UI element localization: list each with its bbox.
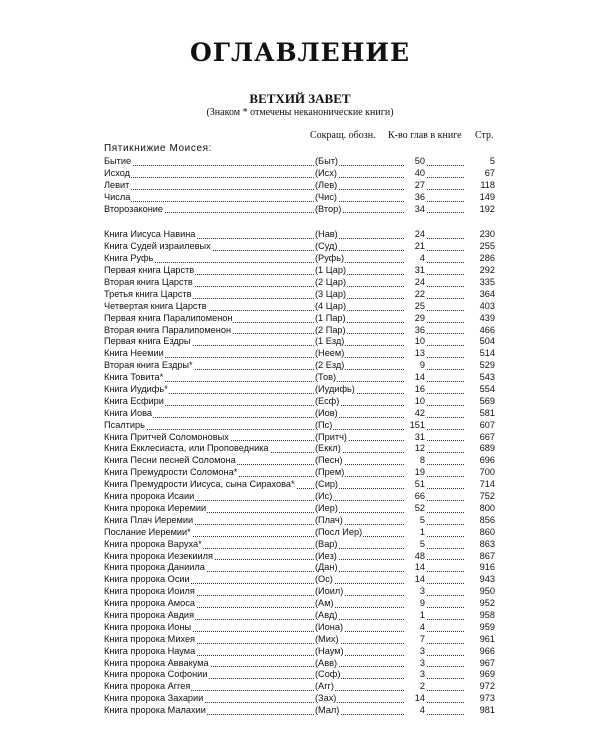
page-number: 958 (464, 610, 495, 622)
chapter-count: 10 (404, 336, 426, 348)
page-number: 689 (464, 443, 495, 455)
book-abbreviation: (Тов) (315, 372, 337, 383)
book-name: Книга пророка Варуха* (104, 538, 202, 549)
book-abbreviation: (Агг) (315, 681, 334, 692)
book-name: Книга Иисуса Навина (104, 229, 196, 240)
page-number: 581 (464, 408, 495, 420)
chapter-count: 1 (404, 610, 426, 622)
book-name: Книга пророка Даниила (104, 562, 205, 573)
book-abbreviation: (3 Цар) (315, 288, 346, 299)
chapter-count: 3 (404, 658, 426, 670)
book-abbreviation: (1 Цар) (315, 265, 346, 276)
page-number: 959 (464, 622, 495, 634)
book-abbreviation: (2 Пар) (315, 324, 346, 335)
page-number: 292 (464, 265, 495, 277)
book-name: Книга пророка Михея (104, 633, 196, 644)
page-number: 714 (464, 479, 495, 491)
book-abbreviation: (Наум) (315, 645, 344, 656)
chapter-count: 52 (404, 503, 426, 515)
toc-row[interactable] (104, 634, 494, 646)
book-name: Книга пророка Исаии (104, 491, 195, 502)
book-abbreviation: (Дан) (315, 562, 338, 573)
chapter-count: 12 (404, 443, 426, 455)
toc-row[interactable] (104, 336, 494, 348)
toc-row[interactable] (104, 646, 494, 658)
page-number: 916 (464, 562, 495, 574)
toc-row[interactable] (104, 313, 494, 325)
page-number: 554 (464, 384, 495, 396)
toc-row[interactable] (104, 515, 494, 527)
toc-row[interactable] (104, 408, 494, 420)
book-abbreviation: (Руфь) (315, 253, 345, 264)
toc-row[interactable] (104, 539, 494, 551)
section-heading: ВЕТХИЙ ЗАВЕТ (249, 91, 351, 106)
book-abbreviation: (Есф) (315, 395, 340, 406)
page-number: 856 (464, 515, 495, 527)
toc-row[interactable] (104, 610, 494, 622)
book-abbreviation: (Суд) (315, 241, 338, 252)
page-number: 800 (464, 503, 495, 515)
book-name: Книга Иудифь* (104, 384, 168, 395)
toc-row[interactable] (104, 229, 494, 241)
book-name: Книга пророка Аггея (104, 681, 191, 692)
book-name: Книга Иова (104, 407, 152, 418)
book-abbreviation: (Соф) (315, 669, 341, 680)
toc-row[interactable] (104, 467, 494, 479)
group-title: Пятикнижие Моисея: (104, 143, 213, 154)
page-number: 950 (464, 586, 495, 598)
book-abbreviation: (Ис) (315, 491, 333, 502)
page-number: 255 (464, 241, 495, 253)
toc-row[interactable] (104, 180, 494, 192)
book-abbreviation: (Пс) (315, 419, 333, 430)
book-name: Вторая книга Ездры* (104, 360, 193, 371)
page-number: 514 (464, 348, 495, 360)
page-number: 5 (464, 156, 495, 168)
toc-row[interactable] (104, 574, 494, 586)
chapter-count: 1 (404, 527, 426, 539)
chapter-count: 21 (404, 241, 426, 253)
page-number: 286 (464, 253, 495, 265)
book-name: Книга Екклесиаста, или Проповедника (104, 443, 269, 454)
chapter-count: 31 (404, 265, 426, 277)
chapter-count: 48 (404, 551, 426, 563)
book-abbreviation: (Иез) (315, 550, 337, 561)
book-abbreviation: (1 Езд) (315, 336, 345, 347)
book-abbreviation: (Лев) (315, 179, 338, 190)
chapter-count: 42 (404, 408, 426, 420)
toc-row[interactable] (104, 396, 494, 408)
book-name: Книга Товита* (104, 372, 164, 383)
book-name: Книга пророка Иеремии (104, 502, 207, 513)
book-abbreviation: (Неем) (315, 348, 345, 359)
book-abbreviation: (Прем) (315, 467, 345, 478)
book-abbreviation: (Ам) (315, 598, 334, 609)
chapter-count: 3 (404, 669, 426, 681)
page-number: 439 (464, 313, 495, 325)
toc-row[interactable] (104, 527, 494, 539)
book-name: Бытие (104, 156, 132, 166)
book-name: Книга пророка Амоса (104, 598, 195, 609)
leader-dots (104, 201, 494, 202)
leader-dots (104, 189, 494, 190)
leader-dots (104, 417, 494, 418)
chapter-count: 9 (404, 598, 426, 610)
chapter-count: 3 (404, 646, 426, 658)
chapter-count: 5 (404, 539, 426, 551)
book-abbreviation: (Сир) (315, 479, 338, 490)
book-name: Книга пророка Малахии (104, 705, 206, 716)
page-number: 149 (464, 192, 495, 204)
book-abbreviation: (Иона) (315, 621, 344, 632)
toc-row[interactable] (104, 325, 494, 337)
page-number: 529 (464, 360, 495, 372)
page-number: 364 (464, 289, 495, 301)
book-name: Первая книга Ездры (104, 336, 191, 347)
toc-row[interactable] (104, 156, 494, 168)
toc-row[interactable] (104, 586, 494, 598)
toc-row[interactable] (104, 669, 494, 681)
toc-row[interactable] (104, 681, 494, 693)
book-abbreviation: (Песн) (315, 455, 343, 466)
chapter-count: 10 (404, 396, 426, 408)
book-name: Книга пророка Аввакума (104, 657, 209, 668)
toc-row[interactable] (104, 443, 494, 455)
book-abbreviation: (Чис) (315, 191, 337, 202)
toc-row[interactable] (104, 348, 494, 360)
column-header-abbr: Сокращ. обозн. (310, 130, 376, 141)
page-number: 504 (464, 336, 495, 348)
toc-row[interactable] (104, 192, 494, 204)
chapter-count: 14 (404, 693, 426, 705)
toc-row[interactable] (104, 384, 494, 396)
book-name: Послание Иеремии* (104, 526, 191, 537)
page-number: 967 (464, 658, 495, 670)
book-name: Книга Премудрости Соломона* (104, 467, 238, 478)
leader-dots (104, 165, 494, 166)
book-name: Книга Плач Иеремии (104, 514, 194, 525)
book-name: Книга пророка Авдия (104, 609, 195, 620)
toc-row[interactable] (104, 253, 494, 265)
book-name: Книга Премудрости Иисуса, сына Сирахова* (104, 479, 295, 490)
book-abbreviation: (Исх) (315, 167, 337, 178)
page-number: 67 (464, 168, 495, 180)
page-number: 667 (464, 432, 495, 444)
leader-dots (104, 429, 494, 430)
book-name: Книга пророка Иезекииля (104, 550, 214, 561)
chapter-count: 8 (404, 455, 426, 467)
book-abbreviation: (1 Пар) (315, 312, 346, 323)
book-name: Левит (104, 179, 130, 190)
page-number: 569 (464, 396, 495, 408)
column-header-page: Стр. (475, 130, 494, 141)
page-number: 966 (464, 646, 495, 658)
book-list (104, 156, 494, 717)
chapter-count: 40 (404, 168, 426, 180)
book-name: Псалтирь (104, 419, 145, 430)
book-name: Книга пророка Наума (104, 645, 196, 656)
chapter-count: 31 (404, 432, 426, 444)
book-abbreviation: (2 Езд) (315, 360, 345, 371)
toc-row[interactable] (104, 241, 494, 253)
chapter-count: 7 (404, 634, 426, 646)
book-abbreviation: (Иоил) (315, 586, 344, 597)
book-name: Исход (104, 167, 130, 178)
toc-row[interactable] (104, 168, 494, 180)
book-abbreviation: (Иер) (315, 502, 338, 513)
page-number: 961 (464, 634, 495, 646)
book-name: Второзаконие (104, 203, 164, 214)
chapter-count: 4 (404, 622, 426, 634)
book-abbreviation: (Иудифь) (315, 384, 355, 395)
book-abbreviation: (Вар) (315, 538, 338, 549)
page-number: 981 (464, 705, 495, 717)
page-number: 607 (464, 420, 495, 432)
chapter-count: 4 (404, 705, 426, 717)
chapter-count: 2 (404, 681, 426, 693)
page-number: 969 (464, 669, 495, 681)
toc-row[interactable] (104, 551, 494, 563)
chapter-count: 151 (404, 420, 426, 432)
page-number: 700 (464, 467, 495, 479)
toc-row[interactable] (104, 277, 494, 289)
book-abbreviation: (Притч) (315, 431, 347, 442)
page-number: 860 (464, 527, 495, 539)
book-name: Книга пророка Иоиля (104, 586, 195, 597)
chapter-count: 13 (404, 348, 426, 360)
book-name: Книга Неемии (104, 348, 164, 359)
toc-row[interactable] (104, 432, 494, 444)
page-number: 952 (464, 598, 495, 610)
page-number: 403 (464, 301, 495, 313)
book-abbreviation: (Нав) (315, 229, 338, 240)
toc-row[interactable] (104, 705, 494, 717)
book-name: Книга Судей израилевых (104, 241, 211, 252)
book-name: Книга Руфь (104, 253, 154, 264)
chapter-count: 24 (404, 277, 426, 289)
page-title: ОГЛАВЛЕНИЕ (189, 38, 411, 67)
chapter-count: 66 (404, 491, 426, 503)
book-abbreviation: (Еккл) (315, 443, 341, 454)
page-number: 863 (464, 539, 495, 551)
book-abbreviation: (Авд) (315, 609, 338, 620)
chapter-count: 3 (404, 586, 426, 598)
page-number: 943 (464, 574, 495, 586)
page-number: 867 (464, 551, 495, 563)
chapter-count: 24 (404, 229, 426, 241)
leader-dots (104, 262, 494, 263)
chapter-count: 4 (404, 253, 426, 265)
page-number: 466 (464, 325, 495, 337)
chapter-count: 36 (404, 192, 426, 204)
toc-row[interactable] (104, 204, 494, 216)
book-abbreviation: (Мих) (315, 633, 339, 644)
toc-row[interactable] (104, 301, 494, 313)
column-header-chapters: К-во глав в книге (388, 130, 462, 141)
book-name: Книга Есфири (104, 395, 164, 406)
page-number: 335 (464, 277, 495, 289)
chapter-count: 27 (404, 180, 426, 192)
book-abbreviation: (2 Цар) (315, 277, 346, 288)
toc-row[interactable] (104, 420, 494, 432)
chapter-count: 14 (404, 372, 426, 384)
book-name: Числа (104, 191, 131, 202)
page-number: 973 (464, 693, 495, 705)
book-name: Вторая книга Царств (104, 277, 193, 288)
chapter-count: 29 (404, 313, 426, 325)
toc-row[interactable] (104, 622, 494, 634)
toc-row[interactable] (104, 693, 494, 705)
page-number: 696 (464, 455, 495, 467)
book-abbreviation: (Зах) (315, 693, 337, 704)
book-name: Первая книга Паралипоменон (104, 312, 233, 323)
book-abbreviation: (Посл Иер) (315, 526, 363, 537)
book-name: Книга пророка Ионы (104, 621, 192, 632)
book-abbreviation: (Втор) (315, 203, 342, 214)
book-abbreviation: (4 Цар) (315, 300, 346, 311)
section-note: (Знаком * отмечены неканонические книги) (206, 107, 394, 118)
page-number: 230 (464, 229, 495, 241)
page-number: 752 (464, 491, 495, 503)
book-name: Книга Песни песней Соломона (104, 455, 236, 466)
toc-row[interactable] (104, 658, 494, 670)
book-abbreviation: (Авв) (315, 657, 338, 668)
chapter-count: 50 (404, 156, 426, 168)
book-abbreviation: (Иов) (315, 407, 338, 418)
toc-row[interactable] (104, 455, 494, 467)
book-name: Книга пророка Захарии (104, 693, 204, 704)
toc-row[interactable] (104, 265, 494, 277)
chapter-count: 25 (404, 301, 426, 313)
toc-row[interactable] (104, 372, 494, 384)
book-name: Книга пророка Софонии (104, 669, 208, 680)
book-name: Книга Притчей Соломоновых (104, 431, 229, 442)
toc-row[interactable] (104, 562, 494, 574)
book-abbreviation: (Мал) (315, 705, 340, 716)
book-name: Четвертая книга Царств (104, 300, 207, 311)
chapter-count: 14 (404, 574, 426, 586)
book-name: Первая книга Царств (104, 265, 195, 276)
toc-row[interactable] (104, 360, 494, 372)
toc-row[interactable] (104, 479, 494, 491)
book-abbreviation: (Ос) (315, 574, 333, 585)
chapter-count: 19 (404, 467, 426, 479)
book-abbreviation: (Плач) (315, 514, 343, 525)
chapter-count: 16 (404, 384, 426, 396)
leader-dots (104, 177, 494, 178)
book-name: Третья книга Царств (104, 288, 192, 299)
page-number: 118 (464, 180, 495, 192)
chapter-count: 36 (404, 325, 426, 337)
book-name: Вторая книга Паралипоменон (104, 324, 232, 335)
toc-row[interactable] (104, 598, 494, 610)
chapter-count: 14 (404, 562, 426, 574)
page-number: 543 (464, 372, 495, 384)
page-number: 972 (464, 681, 495, 693)
chapter-count: 9 (404, 360, 426, 372)
toc-row[interactable] (104, 289, 494, 301)
chapter-count: 5 (404, 515, 426, 527)
book-name: Книга пророка Осии (104, 574, 190, 585)
book-abbreviation: (Быт) (315, 156, 338, 166)
page-number: 192 (464, 204, 495, 216)
chapter-count: 22 (404, 289, 426, 301)
toc-row[interactable] (104, 503, 494, 515)
chapter-count: 51 (404, 479, 426, 491)
toc-row[interactable] (104, 491, 494, 503)
chapter-count: 34 (404, 204, 426, 216)
